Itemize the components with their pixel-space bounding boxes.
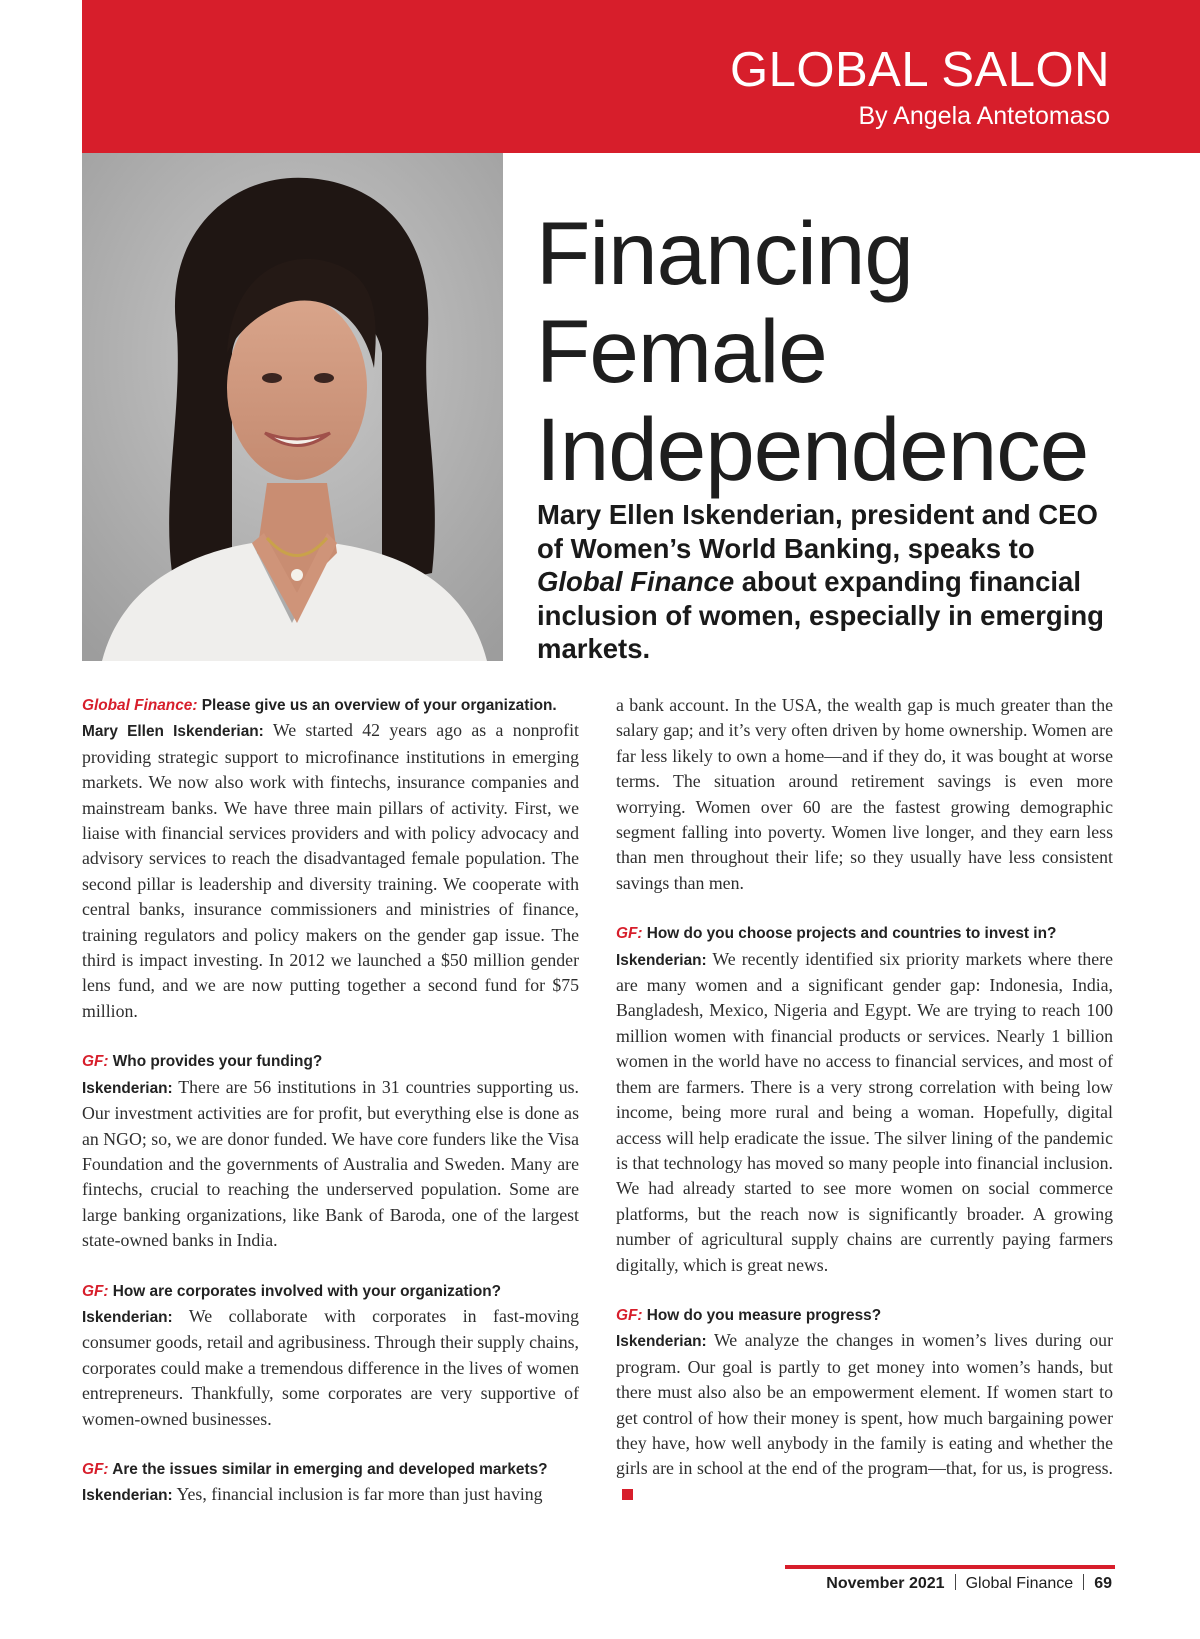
issue-date: November 2021 [826,1575,945,1592]
publication-name: Global Finance [965,1575,1074,1592]
answer [82,1482,579,1508]
speaker-label: Mary Ellen Iskenderian: [82,723,264,741]
dek-text: Mary Ellen Iskenderian, president and CEO of Women’s World Banking, speaks to [537,499,1098,564]
question-text: Please give us an overview of your organization. [197,697,557,714]
dek-publication-name: Global Finance [537,566,735,597]
speaker-label: Iskenderian: [616,951,707,969]
question [616,1303,1113,1328]
headline-line: Independence [536,399,1089,499]
question [82,1049,579,1074]
question-text: Who provides your funding? [108,1053,323,1071]
speaker-label: Iskenderian: [616,1333,707,1351]
interviewer-label: GF: [616,925,643,943]
end-of-article-square-icon [622,1489,633,1500]
header-band [82,0,1200,153]
answer-continuation: a bank account. In the USA, the wealth gap is much greater than the salary gap; and it’s very often driven by home ownership. Women are far less likely to own a home—and if they do, it was bought at worse terms. The situation around retirement savings is even more worrying. Women over 60 are the fastest growing demographic segment falling into poverty. Women live longer, and they earn less than men throughout their life; so they usually have less consistent savings than men. [616,695,1113,893]
interviewer-label: GF: [82,1460,109,1478]
question-text: How do you choose projects and countries to invest in? [642,925,1057,943]
speaker-label: Iskenderian: [82,1079,173,1097]
page-footer [826,1574,1112,1593]
question [82,1279,579,1304]
interviewer-label: GF: [82,1053,109,1071]
answer-text: We collaborate with corporates in fast-moving consumer goods, retail and agribusiness. Through their supply chains, corporates could make a tremendous difference in the lives of women entrepreneurs. Thankfully, some corporates are very supportive of women-owned businesses. [82,1305,579,1429]
question [616,921,1113,946]
interviewer-label: GF: [82,1282,109,1300]
portrait-illustration [82,153,503,661]
headline-line: Financing [536,203,913,303]
answer [82,1304,579,1432]
answer [82,1075,579,1254]
answer-text: We recently identified six priority markets where there are many women and a significant gender gap: Indonesia, India, Bangladesh, Mexico, Nigeria and Egypt. We are trying to reach 100 million women with financial products or services. Nearly 1 billion women in the world have no access to financial services, and most of them are farmers. There is a very strong correlation with being low income, being more rural and being a woman. Hopefully, digital access will help eradicate the issue. The silver lining of the pandemic is that technology has moved so many people into financial inclusion. We had already started to see more women on social commerce platforms, but the reach now is significantly broader. A growing number of agricultural supply chains are currently paying farmers digitally, which is great news. [616,948,1113,1275]
byline: By Angela Antetomaso [858,102,1110,130]
question-text: How are corporates involved with your organization? [108,1282,502,1300]
interviewer-label: GF: [616,1306,643,1324]
answer-text: Yes, financial inclusion is far more than just having [172,1484,543,1505]
answer-text: We started 42 years ago as a nonprofit providing strategic support to microfinance institutions in emerging markets. We now also work with fintechs, insurance companies and mainstream banks. We have three main pillars of activity. First, we liaise with financial services providers and with policy advocacy and advisory services to reach the disadvantaged female population. The second pillar is leadership and diversity training. We cooperate with central banks, insurance commissioners and ministries of finance, training regulators and policy makers on the gender gap issue. The third is impact investing. In 2012 we launched a $50 million gender lens fund, and we are now putting together a second fund for $75 million. [82,720,579,1021]
question [82,1457,579,1482]
section-title: GLOBAL SALON [729,43,1110,97]
speaker-label: Iskenderian: [82,1487,173,1505]
right-column [616,693,1113,1507]
footer-divider [1083,1574,1084,1590]
answer-text: There are 56 institutions in 31 countries supporting us. Our investment activities are for profit, but everything else is done as an NGO; so, we are donor funded. We have core funders like the Visa Foundation and the governments of Australia and Sweden. Many are fintechs, crucial to reaching the underserved population. Some are large banking organizations, like Bank of Baroda, one of the largest state-owned banks in India. [82,1076,579,1251]
interviewer-label: Global Finance: [82,697,198,714]
answer [616,1328,1113,1507]
answer [82,718,579,1024]
left-column [82,693,579,1509]
article-dek [537,498,1127,666]
dek-text: about expanding financial inclusion of women, especially in emerging markets. [537,566,1104,664]
question-text: How do you measure progress? [642,1306,882,1324]
footer-rule [785,1565,1115,1569]
question-text: Are the issues similar in emerging and developed markets? [108,1460,548,1478]
speaker-label: Iskenderian: [82,1308,173,1326]
page-number: 69 [1094,1575,1112,1592]
question [82,693,579,718]
headline-line: Female [536,301,827,401]
answer [616,947,1113,1278]
portrait-photo [82,153,503,661]
answer-text: We analyze the changes in women’s lives during our program. Our goal is partly to get money into women’s hands, but there must also also be an empowerment element. If women start to get control of how their money is spent, how much bargaining power they have, how well anybody in the family is eating and whether the girls are in school at the end of the program—that, for us, is progress. [616,1330,1113,1479]
article-headline [536,204,1088,498]
footer-divider [955,1574,956,1590]
